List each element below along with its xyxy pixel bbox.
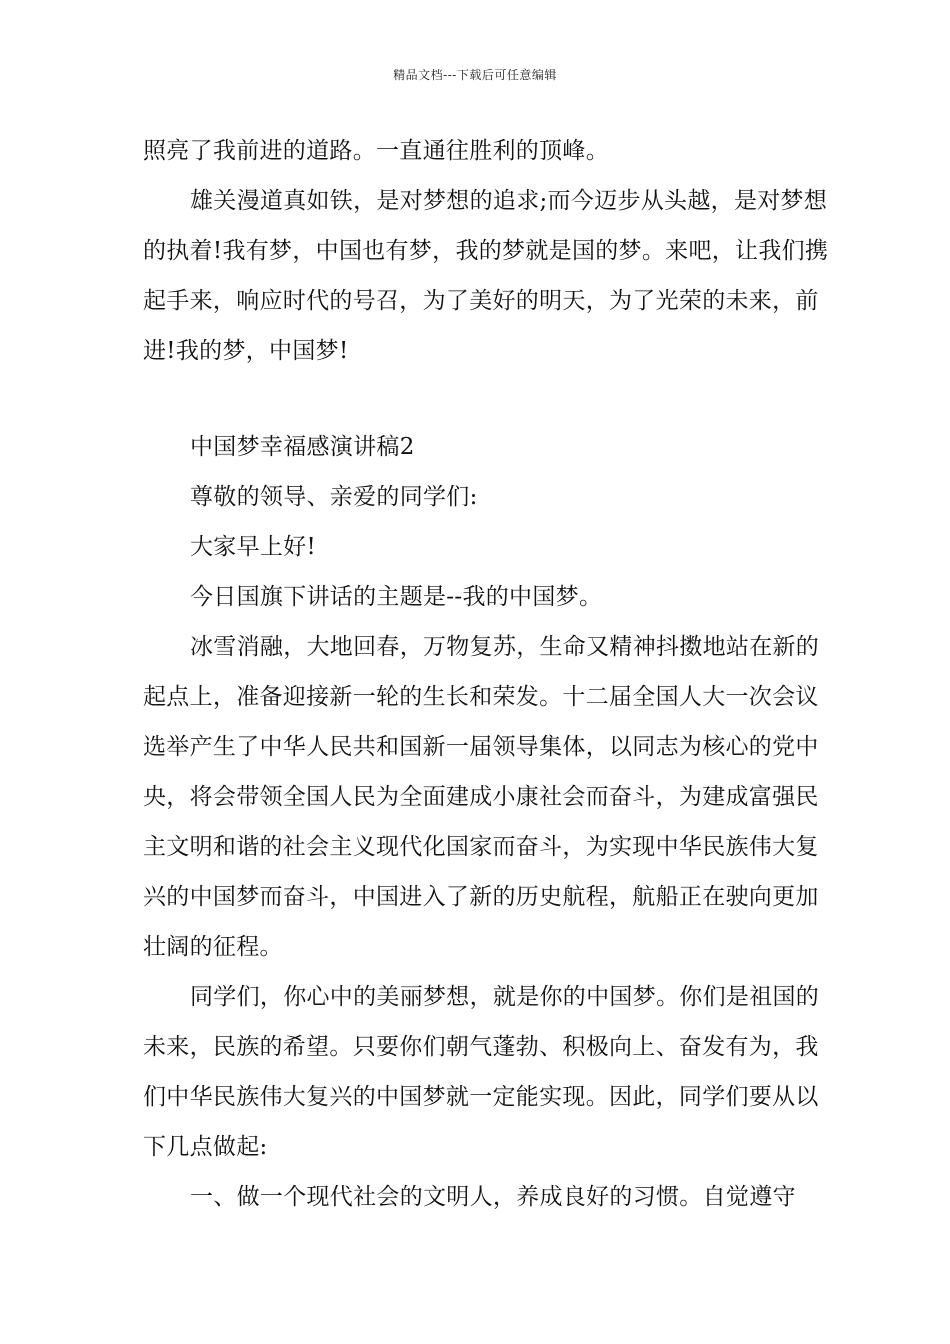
paragraph [143, 422, 807, 472]
paragraph [143, 472, 807, 522]
text-line: 兴的中国梦而奋斗，中国进入了新的历史航程，航船正在驶向更加 [143, 884, 819, 910]
text-line: 选举产生了中华人民共和国新一届领导集体，以同志为核心的党中 [143, 734, 819, 760]
text-line: 起点上，准备迎接新一轮的生长和荣发。十二届全国人大一次会议 [143, 684, 819, 710]
text-line: 尊敬的领导、亲爱的同学们: [190, 484, 478, 510]
paragraph [143, 972, 820, 1172]
text-line: 中国梦幸福感演讲稿2 [190, 434, 415, 460]
paragraph [143, 572, 807, 622]
text-line: 一、做一个现代社会的文明人，养成良好的习惯。自觉遵守 [190, 1184, 796, 1210]
text-line: 进!我的梦，中国梦! [143, 338, 349, 364]
paragraph-gap [143, 376, 807, 422]
text-line: 同学们，你心中的美丽梦想，就是你的中国梦。你们是祖国的 [190, 984, 820, 1010]
text-line: 冰雪消融，大地回春，万物复苏，生命又精神抖擞地站在新的 [190, 634, 820, 660]
paragraph [143, 522, 807, 572]
paragraph [143, 126, 807, 176]
text-line: 主文明和谐的社会主义现代化国家而奋斗，为实现中华民族伟大复 [143, 834, 819, 860]
paragraph [143, 1172, 807, 1222]
page-header: 精品文档---下载后可任意编辑 [393, 68, 557, 82]
text-line: 雄关漫道真如铁，是对梦想的追求;而今迈步从头越，是对梦想 [190, 188, 828, 214]
document-body [143, 126, 829, 1222]
text-line: 央，将会带领全国人民为全面建成小康社会而奋斗，为建成富强民 [143, 784, 819, 810]
text-line: 的执着!我有梦，中国也有梦，我的梦就是国的梦。来吧，让我们携 [143, 238, 829, 264]
paragraph [143, 176, 829, 376]
text-line: 大家早上好! [190, 534, 317, 560]
text-line: 照亮了我前进的道路。一直通往胜利的顶峰。 [143, 138, 609, 164]
text-line: 今日国旗下讲话的主题是--我的中国梦。 [190, 584, 603, 610]
text-line: 未来，民族的希望。只要你们朝气蓬勃、积极向上、奋发有为，我 [143, 1034, 819, 1060]
text-line: 壮阔的征程。 [143, 934, 283, 960]
text-line: 起手来，响应时代的号召，为了美好的明天，为了光荣的未来，前 [143, 288, 819, 314]
text-line: 下几点做起: [143, 1134, 268, 1160]
text-line: 们中华民族伟大复兴的中国梦就一定能实现。因此，同学们要从以 [143, 1084, 819, 1110]
paragraph [143, 622, 820, 972]
